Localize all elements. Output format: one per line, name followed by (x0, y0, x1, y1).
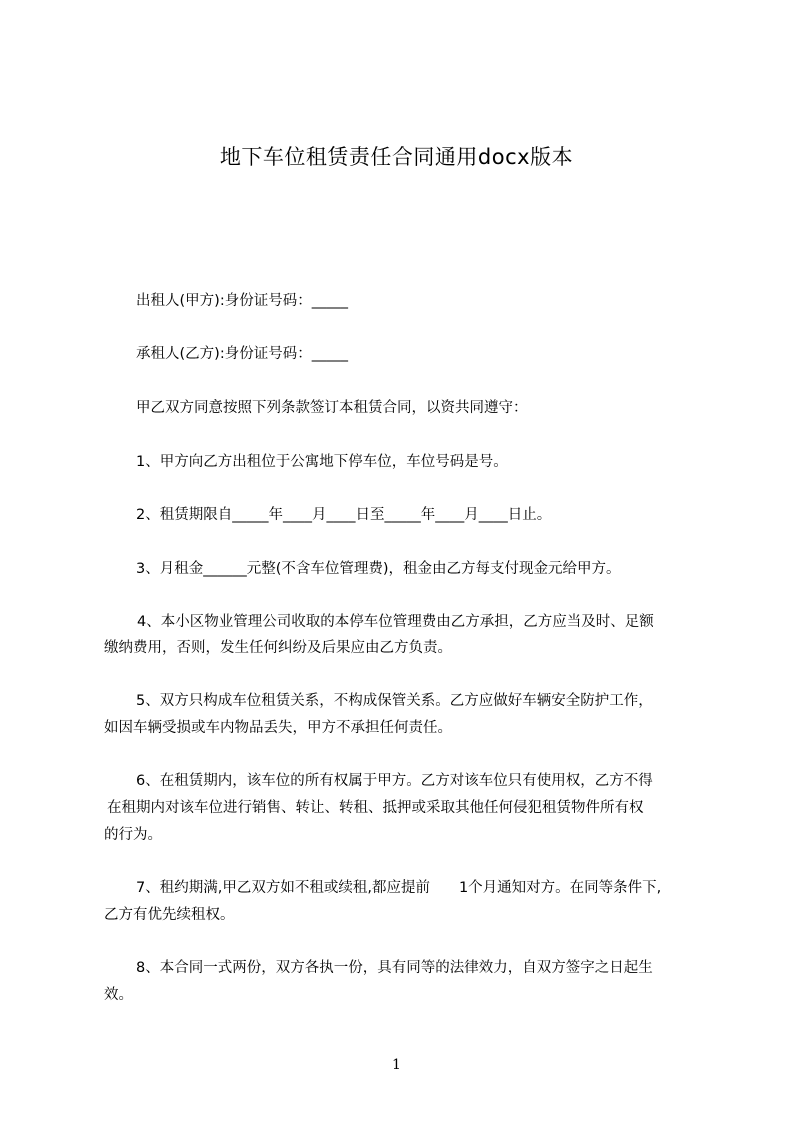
clause-7-line-1: 7、租约期满,甲乙双方如不租或续租,都应提前 1个月通知对方。在同等条件下, (136, 880, 662, 896)
lessee-line: 承租人(乙方):身份证号码：_____ (136, 346, 348, 362)
clause-8-line-2: 效。 (104, 987, 133, 1003)
clause-8-line-1: 8、本合同一式两份，双方各执一份，具有同等的法律效力，自双方签字之日起生 (136, 960, 653, 976)
document-title: 地下车位租赁责任合同通用docx版本 (219, 145, 574, 169)
clause-7-line-2: 乙方有优先续租权。 (104, 907, 235, 923)
clause-6-line-3: 的行为。 (104, 827, 162, 843)
clause-5-line-2: 如因车辆受损或车内物品丢失，甲方不承担任何责任。 (104, 720, 452, 736)
clause-3: 3、月租金______元整(不含车位管理费)，租金由乙方每支付现金元给甲方。 (136, 561, 621, 577)
clause-4-line-1: 4、本小区物业管理公司收取的本停车位管理费由乙方承担，乙方应当及时、足额 (137, 614, 654, 630)
intro-paragraph: 甲乙双方同意按照下列条款签订本租赁合同，以资共同遵守： (136, 400, 528, 416)
clause-5-line-1: 5、双方只构成车位租赁关系，不构成保管关系。乙方应做好车辆安全防护工作， (136, 693, 653, 709)
lessor-line: 出租人(甲方):身份证号码：_____ (136, 293, 348, 309)
clause-6-line-1: 6、在租赁期内，该车位的所有权属于甲方。乙方对该车位只有使用权，乙方不得 (136, 773, 653, 789)
clause-6-line-2: 在租期内对该车位进行销售、转让、转租、抵押或采取其他任何侵犯租赁物件所有权 (107, 800, 644, 816)
clause-4-line-2: 缴纳费用，否则，发生任何纠纷及后果应由乙方负责。 (104, 640, 452, 656)
clause-1: 1、甲方向乙方出租位于公寓地下停车位，车位号码是号。 (136, 454, 508, 470)
page-number: 1 (392, 1057, 401, 1073)
clause-2: 2、租赁期限自_____年____月____日至_____年____月____日止。 (136, 507, 552, 523)
